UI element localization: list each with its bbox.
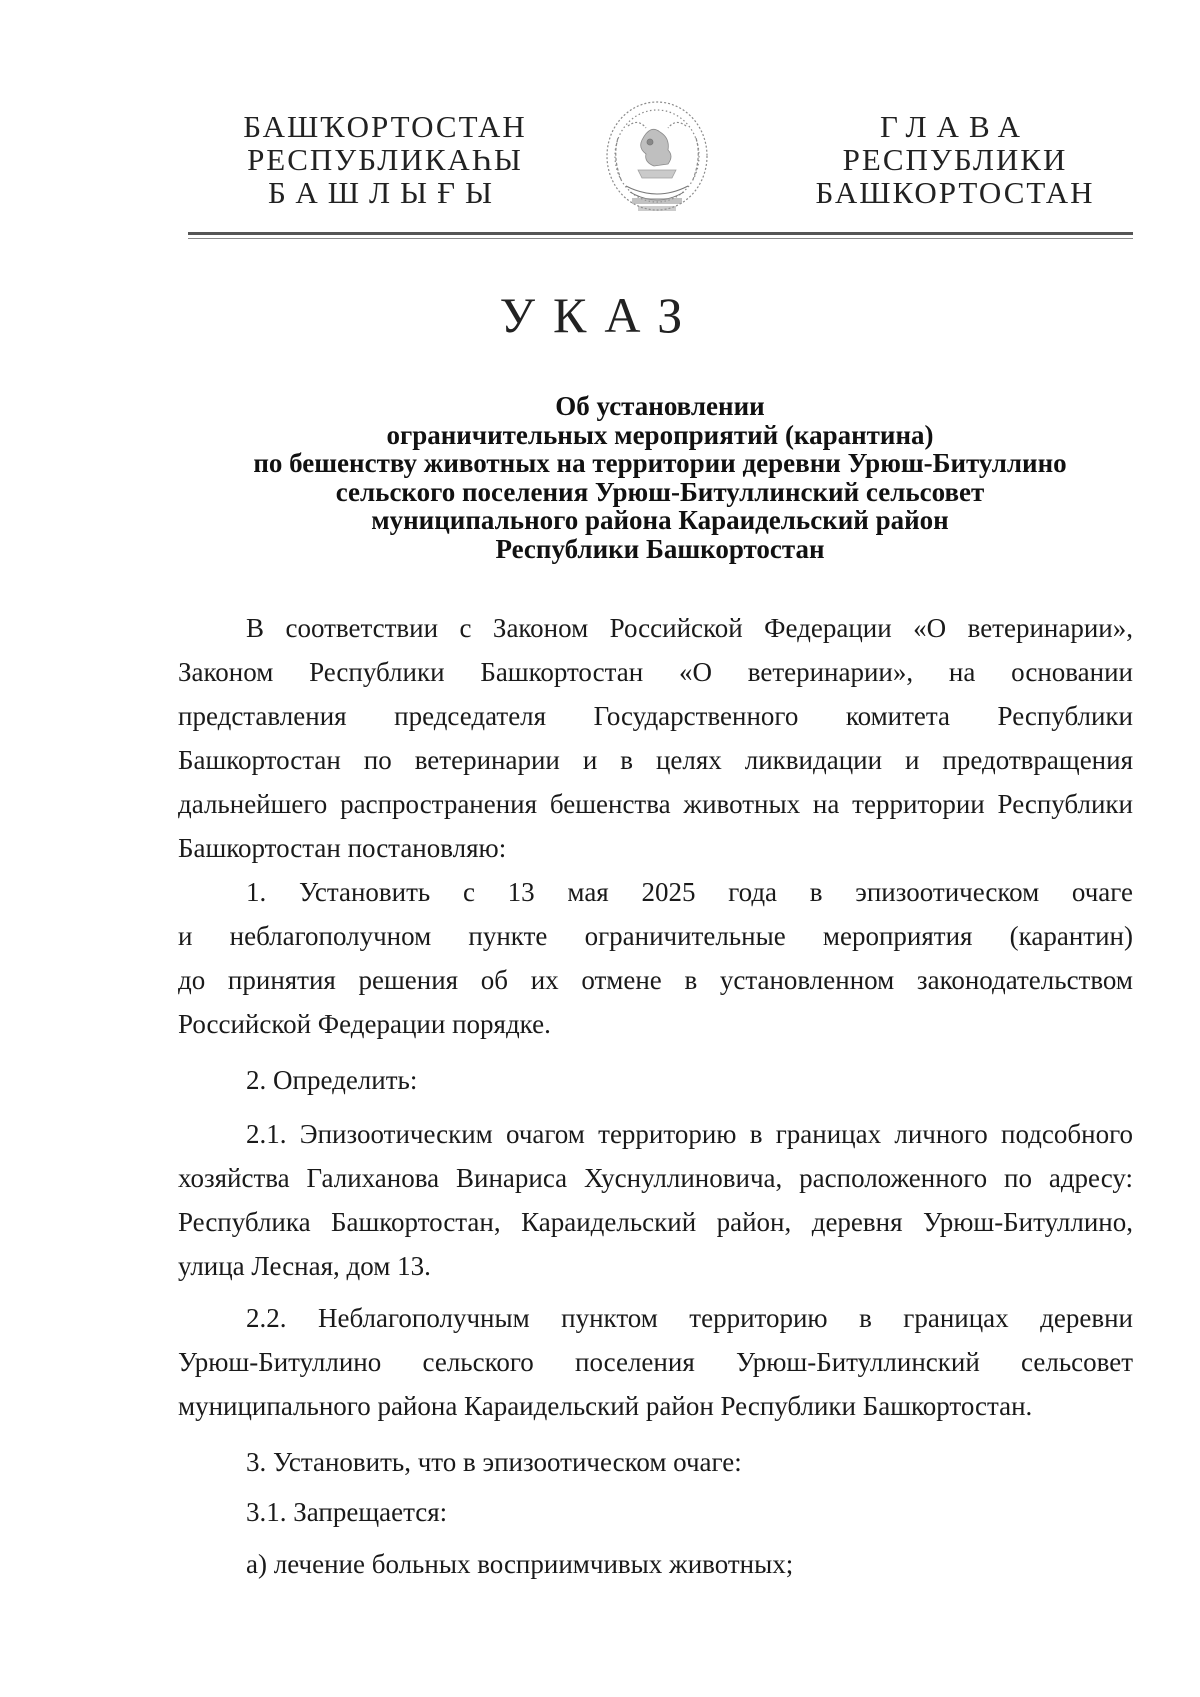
text-line: Урюш-Битуллино сельского поселения Урюш-Битуллинский сельсовет — [178, 1347, 1133, 1377]
header-left-bashkir — [200, 110, 570, 209]
header-right-russian — [760, 110, 1150, 209]
header-left-line-3: БАШЛЫҒЫ — [267, 175, 503, 210]
header-right-line-1: ГЛАВА — [879, 109, 1031, 144]
header-divider-thin — [188, 238, 1133, 239]
header-left-line-2: РЕСПУБЛИКАҺЫ — [247, 142, 523, 177]
text-line: В соответствии с Законом Российской Федерации «О ветеринарии», — [246, 613, 1133, 643]
text-line: улица Лесная, дом 13. — [178, 1251, 431, 1281]
title-line: ограничительных мероприятий (карантина) — [386, 419, 934, 450]
text-line: дальнейшего распространения бешенства животных на территории Республики — [178, 789, 1133, 819]
paragraph-2 — [178, 1058, 1133, 1102]
text-line: представления председателя Государственного комитета Республики — [178, 701, 1133, 731]
text-line: а) лечение больных восприимчивых животных; — [246, 1549, 794, 1579]
text-line: 2.1. Эпизоотическим очагом территорию в границах личного подсобного — [246, 1119, 1133, 1149]
text-line: 2.2. Неблагополучным пунктом территорию в границах деревни — [246, 1303, 1133, 1333]
document-type: УКАЗ — [499, 287, 701, 343]
paragraph-3-1 — [178, 1490, 1133, 1534]
text-line: Республика Башкортостан, Караидельский район, деревня Урюш-Битуллино, — [178, 1207, 1133, 1237]
header-divider-thick — [188, 232, 1133, 235]
paragraph-3-1-a — [178, 1542, 1133, 1586]
text-line: до принятия решения об их отмене в установленном законодательством — [178, 965, 1133, 995]
paragraph-2-2 — [178, 1296, 1133, 1428]
header-right-line-2: РЕСПУБЛИКИ — [842, 142, 1068, 177]
paragraph-1 — [178, 870, 1133, 1046]
header-left-line-1: БАШҠОРТОСТАН — [243, 109, 527, 144]
coat-of-arms-icon — [598, 98, 716, 224]
text-line: 3. Установить, что в эпизоотическом очаге: — [246, 1447, 742, 1477]
text-line: хозяйства Галиханова Винариса Хуснуллиновича, расположенного по адресу: — [178, 1163, 1133, 1193]
paragraph-preamble — [178, 606, 1133, 870]
text-line: 3.1. Запрещается: — [246, 1497, 448, 1527]
title-line: по бешенству животных на территории деревни Урюш-Битуллино — [253, 448, 1067, 478]
title-line: Республики Башкортостан — [495, 533, 825, 564]
text-line: муниципального района Караидельский район Республики Башкортостан. — [178, 1391, 1033, 1421]
text-line: Башкортостан по ветеринарии и в целях ликвидации и предотвращения — [178, 745, 1133, 775]
text-line: Башкортостан постановляю: — [178, 833, 507, 863]
text-line: 2. Определить: — [246, 1065, 418, 1095]
text-line: 1. Установить с 13 мая 2025 года в эпизоотическом очаге — [246, 877, 1133, 907]
title-line: Об установлении — [555, 391, 765, 421]
header-right-line-3: БАШКОРТОСТАН — [815, 175, 1095, 210]
text-line: Законом Республики Башкортостан «О ветеринарии», на основании — [178, 657, 1133, 687]
text-line: Российской Федерации порядке. — [178, 1009, 551, 1039]
text-line: и неблагополучном пункте ограничительные мероприятия (карантин) — [178, 921, 1133, 951]
document-title — [160, 392, 1160, 563]
paragraph-3 — [178, 1440, 1133, 1484]
title-line: муниципального района Караидельский район — [371, 505, 949, 535]
title-line: сельского поселения Урюш-Битуллинский сельсовет — [335, 476, 985, 507]
paragraph-2-1 — [178, 1112, 1133, 1288]
